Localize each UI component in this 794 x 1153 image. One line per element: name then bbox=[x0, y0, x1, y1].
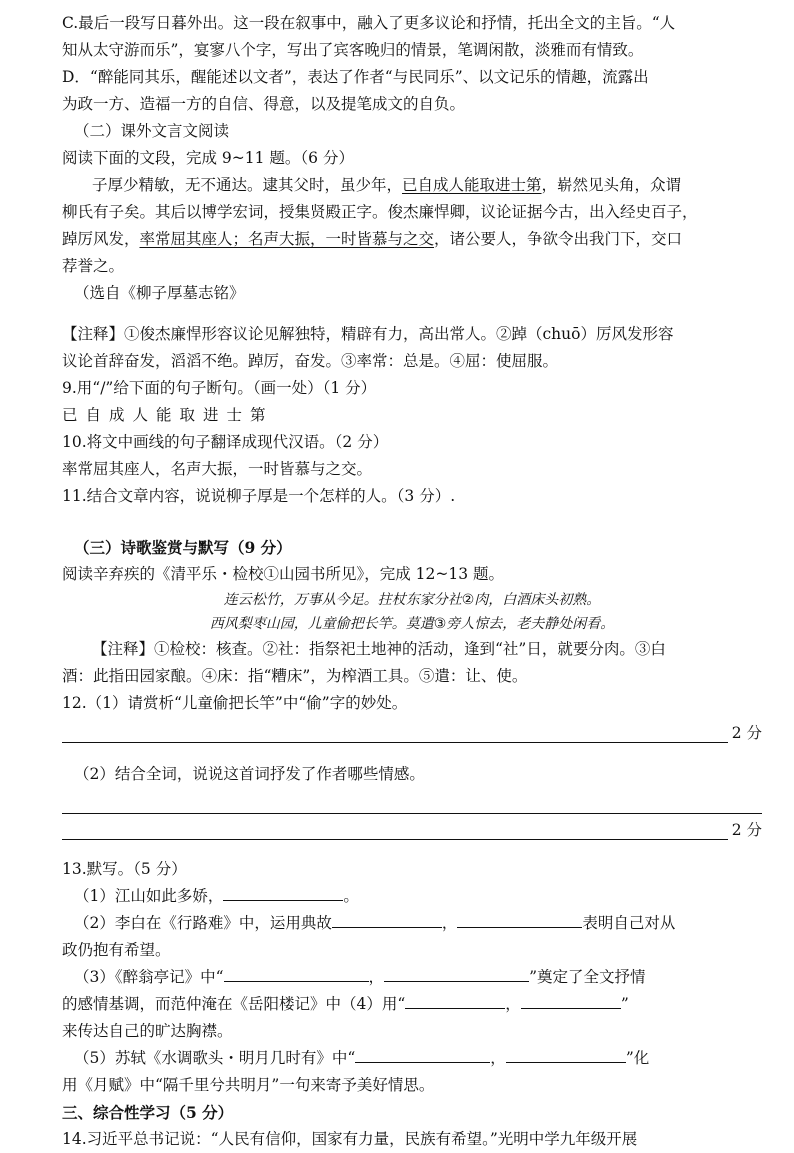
underlined-sentence-2: 率常屈其座人；名声大振，一时皆慕与之交 bbox=[139, 230, 435, 248]
blank-13-2b[interactable] bbox=[457, 911, 582, 928]
q13-4-tail: ” bbox=[620, 995, 629, 1013]
passage-text: ，诸公要人，争欲令出我门下，交口 bbox=[434, 230, 683, 248]
q13-5-tail: ”化 bbox=[625, 1049, 650, 1067]
question-13-1 bbox=[62, 883, 762, 910]
blank-13-4b[interactable] bbox=[521, 992, 621, 1009]
underlined-sentence-1: 已自成人能取进士第 bbox=[402, 176, 542, 194]
section-2-title: （二）课外文言文阅读 bbox=[74, 122, 230, 140]
q13-1-text: （1）江山如此多娇， bbox=[74, 887, 224, 905]
q13-5-text: （5）苏轼《水调歌头・明月几时有》中“ bbox=[74, 1049, 356, 1067]
q13-3-tail: ”奠定了全文抒情 bbox=[529, 968, 646, 986]
blank-13-3b[interactable] bbox=[384, 965, 529, 982]
question-9-sentence[interactable]: 已自成人能取进士第 bbox=[62, 406, 274, 424]
q13-2-tail: 表明自己对从 bbox=[582, 914, 676, 932]
blank-13-3a[interactable] bbox=[224, 965, 369, 982]
question-12-2: （2）结合全词，说说这首词抒发了作者哪些情感。 bbox=[74, 765, 425, 783]
q13-3-comma: ， bbox=[368, 968, 385, 986]
score-label: 2 分 bbox=[731, 724, 762, 742]
option-d-line1: D．“醉能同其乐，醒能述以文者”，表达了作者“与民同乐”、以文记乐的情趣，流露出 bbox=[62, 68, 649, 86]
score-label: 2 分 bbox=[731, 821, 762, 839]
q13-4-comma: ， bbox=[505, 995, 521, 1013]
poem-line1: 连云松竹，万事从今足。拄杖东家分社②肉，白酒床头初熟。 bbox=[223, 592, 601, 608]
question-13-3 bbox=[62, 964, 762, 991]
question-10-sentence: 率常屈其座人，名声大振，一时皆慕与之交。 bbox=[62, 460, 373, 478]
q13-1-end: 。 bbox=[343, 887, 359, 905]
question-12-1: 12.（1）请赏析“儿童偷把长竿”中“偷”字的妙处。 bbox=[62, 694, 408, 712]
blank-13-5a[interactable] bbox=[355, 1046, 490, 1063]
question-13-4-cont: 来传达自己的旷达胸襟。 bbox=[62, 1022, 233, 1040]
passage-text: ，崭然见头角，众谓 bbox=[541, 176, 682, 194]
answer-line-12-1[interactable] bbox=[62, 717, 762, 743]
answer-line-12-2a[interactable] bbox=[62, 788, 762, 814]
q13-2-comma: ， bbox=[441, 914, 458, 932]
section-2-intro: 阅读下面的文段，完成 9~11 题。（6 分） bbox=[62, 149, 354, 167]
blank-13-5b[interactable] bbox=[506, 1046, 626, 1063]
blank-13-1[interactable] bbox=[223, 884, 343, 901]
notes-line2: 议论首辞奋发，滔滔不绝。踔厉，奋发。③率常：总是。④屈：使屈服。 bbox=[62, 352, 559, 370]
poem-notes-line1: 【注释】①检校：核查。②社：指祭祀土地神的活动，逢到“社”日，就要分肉。③白 bbox=[92, 640, 666, 658]
question-13-5-cont: 用《月赋》中“隔千里兮共明月”一句来寄予美好情思。 bbox=[62, 1076, 435, 1094]
passage-line4: 荐誉之。 bbox=[62, 257, 125, 275]
question-13-2 bbox=[62, 910, 762, 937]
question-14: 14.习近平总书记说：“人民有信仰，国家有力量，民族有希望。”光明中学九年级开展 bbox=[62, 1130, 638, 1148]
part-three-title: 三、综合性学习（5 分） bbox=[62, 1103, 234, 1122]
option-c-line1: C.最后一段写日暮外出。这一段在叙事中，融入了更多议论和抒情，托出全文的主旨。“人 bbox=[62, 14, 676, 32]
passage-source: （选自《柳子厚墓志铭》 bbox=[74, 284, 245, 302]
passage-text: 踔厉风发， bbox=[62, 230, 140, 248]
passage-line3 bbox=[62, 226, 762, 253]
passage-line2: 柳氏有子矣。其后以博学宏词，授集贤殿正字。俊杰廉悍卿，议论证据今古，出入经史百子， bbox=[62, 203, 698, 221]
answer-line-12-2b[interactable] bbox=[62, 814, 762, 840]
question-11: 11.结合文章内容，说说柳子厚是一个怎样的人。（3 分）. bbox=[62, 487, 456, 505]
section-3-title: （三）诗歌鉴赏与默写（9 分） bbox=[74, 538, 292, 557]
question-13-2-cont: 政仍抱有希望。 bbox=[62, 941, 171, 959]
poem-line2: 西风梨枣山园，儿童偷把长竿。莫遣③旁人惊去，老夫静处闲看。 bbox=[209, 616, 615, 632]
notes-line1: 【注释】①俊杰廉悍形容议论见解独特，精辟有力，高出常人。②踔（chuō）厉风发形容 bbox=[62, 325, 674, 343]
q13-5-comma: ， bbox=[490, 1049, 506, 1067]
passage-line1 bbox=[62, 172, 762, 199]
question-9: 9.用“/”给下面的句子断句。（画一处）（1 分） bbox=[62, 379, 377, 397]
blank-13-4a[interactable] bbox=[405, 992, 505, 1009]
blank-13-2a[interactable] bbox=[332, 911, 442, 928]
question-13: 13.默写。（5 分） bbox=[62, 860, 187, 878]
passage-text: 子厚少精敏，无不通达。逮其父时，虽少年， bbox=[92, 176, 403, 194]
q13-4-text: 的感情基调，而范仲淹在《岳阳楼记》中（4）用“ bbox=[62, 995, 406, 1013]
poem-notes-line2: 酒：此指田园家酿。④床：指“糟床”，为榨酒工具。⑤遣：让、使。 bbox=[62, 667, 528, 685]
question-13-5 bbox=[62, 1045, 762, 1072]
q13-3-text: （3）《醉翁亭记》中“ bbox=[74, 968, 224, 986]
q13-2-text: （2）李白在《行路难》中，运用典故 bbox=[74, 914, 332, 932]
option-c-line2: 知从太守游而乐”，宴寥八个字，写出了宾客晚归的情景，笔调闲散，淡雅而有情致。 bbox=[62, 41, 644, 59]
option-d-line2: 为政一方、造福一方的自信、得意，以及提笔成文的自负。 bbox=[62, 95, 466, 113]
question-13-4 bbox=[62, 991, 762, 1018]
question-10: 10.将文中画线的句子翻译成现代汉语。（2 分） bbox=[62, 433, 389, 451]
section-3-intro: 阅读辛弃疾的《清平乐・检校①山园书所见》，完成 12~13 题。 bbox=[62, 565, 505, 583]
